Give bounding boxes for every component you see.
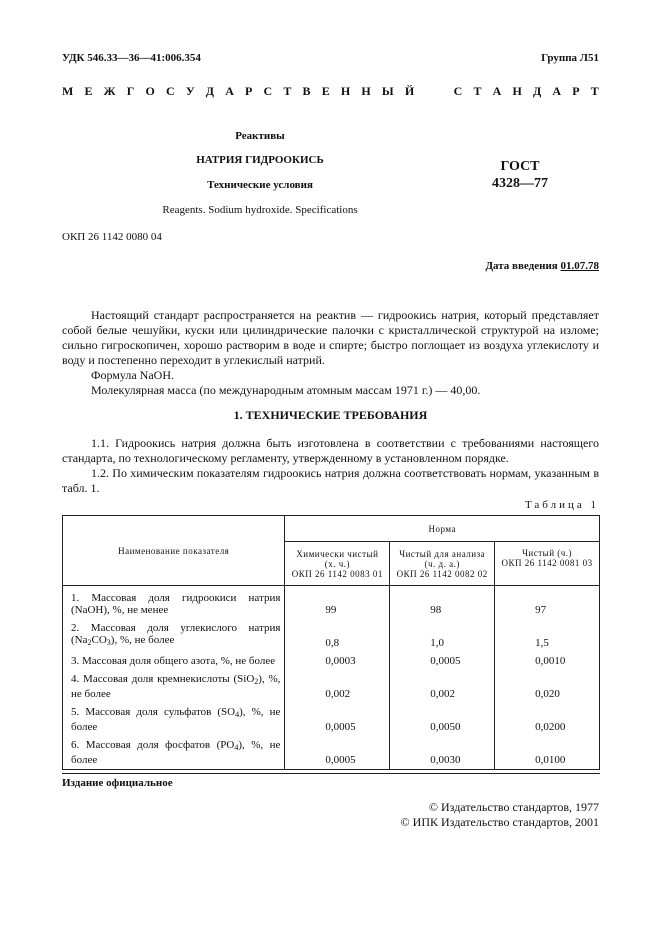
header-indicator-name: Наименование показателя (63, 516, 285, 586)
doc-title: НАТРИЯ ГИДРООКИСЬ (196, 154, 324, 166)
section-title: 1. ТЕХНИЧЕСКИЕ ТРЕБОВАНИЯ (233, 408, 428, 422)
norms-table (62, 515, 600, 770)
doc-subtitle: Технические условия (207, 179, 313, 191)
table-row: 4. Массовая доля кремнекислоты (SiO$_2$), %, не более 0,002 0,002 0,020 (63, 670, 600, 703)
copyright-1977: © Издательство стандартов, 1977 (428, 800, 599, 814)
doc-title-english: Reagents. Sodium hydroxide. Specifications (162, 204, 358, 216)
udk-code: УДК 546.33—36—41:006.354 (62, 52, 201, 64)
header-col-pure: Чистый (ч.) ОКП 26 1142 0081 03 (495, 542, 600, 586)
official-edition-label: Издание официальное (62, 777, 173, 789)
table-row: 3. Массовая доля общего азота, %, не более 0,0003 0,0005 0,0010 (63, 652, 600, 670)
table-row: 6. Массовая доля фосфатов $(PO_4)$, %, не более 0,0005 0,0030 0,0100 (63, 736, 600, 770)
copyright-2001: © ИПК Издательство стандартов, 2001 (400, 815, 599, 829)
interstate-standard-banner: М Е Ж Г О С У Д А Р С Т В Е Н Н Ы Й С Т А Н Д А Р Т (62, 84, 599, 98)
gost-number: ГОСТ 4328—77 (492, 159, 548, 191)
doc-category: Реактивы (235, 130, 285, 142)
intro-text: Настоящий стандарт распространяется на реактив — гидроокись натрия, который представляет собой белые чешуйки, куски или цилиндрические палочки с кристаллической структурой на изломе; сильно гигроскопичен, хорошо растворим в воде и спирте; быстро поглощает из воздуха углекислоту и воду и постепенно переходит в углекислый натрий. Формула NaOH. Молекулярная масса (по международным атомным массам 1971 г.) — 40,00. (62, 308, 599, 397)
table-caption: Таблица 1 (524, 499, 599, 511)
header-col-analytical-grade: Чистый для анализа (ч. д. а.) ОКП 26 1142 0082 02 (390, 542, 495, 586)
header-norm: Норма (285, 516, 600, 542)
table-row: 1. Массовая доля гидроокиси натрия (NaOH), %, не менее 99 98 97 (63, 586, 600, 620)
group-code: Группа Л51 (541, 52, 599, 64)
table-row: 2. Массовая доля углекислого натрия $(Na_2CO_3)$, %, не более 0,8 1,0 1,5 (63, 619, 600, 652)
footer-divider (62, 773, 600, 774)
header-col-chemically-pure: Химически чистый (х. ч.) ОКП 26 1142 0083 01 (285, 542, 390, 586)
table-row: 5. Массовая доля сульфатов $(SO_4)$, %, не более 0,0005 0,0050 0,0200 (63, 703, 600, 736)
section-text: 1.1. Гидроокись натрия должна быть изготовлена в соответствии с требованиями настоящего стандарта, по технологическому регламенту, утвержденному в установленном порядке. 1.2. По химическим показателям гидроокись натрия должна соответствовать нормам, указанным в табл. 1. (62, 436, 599, 495)
effective-date: Дата введения 01.07.78 (485, 260, 599, 272)
okp-code: ОКП 26 1142 0080 04 (62, 231, 162, 243)
